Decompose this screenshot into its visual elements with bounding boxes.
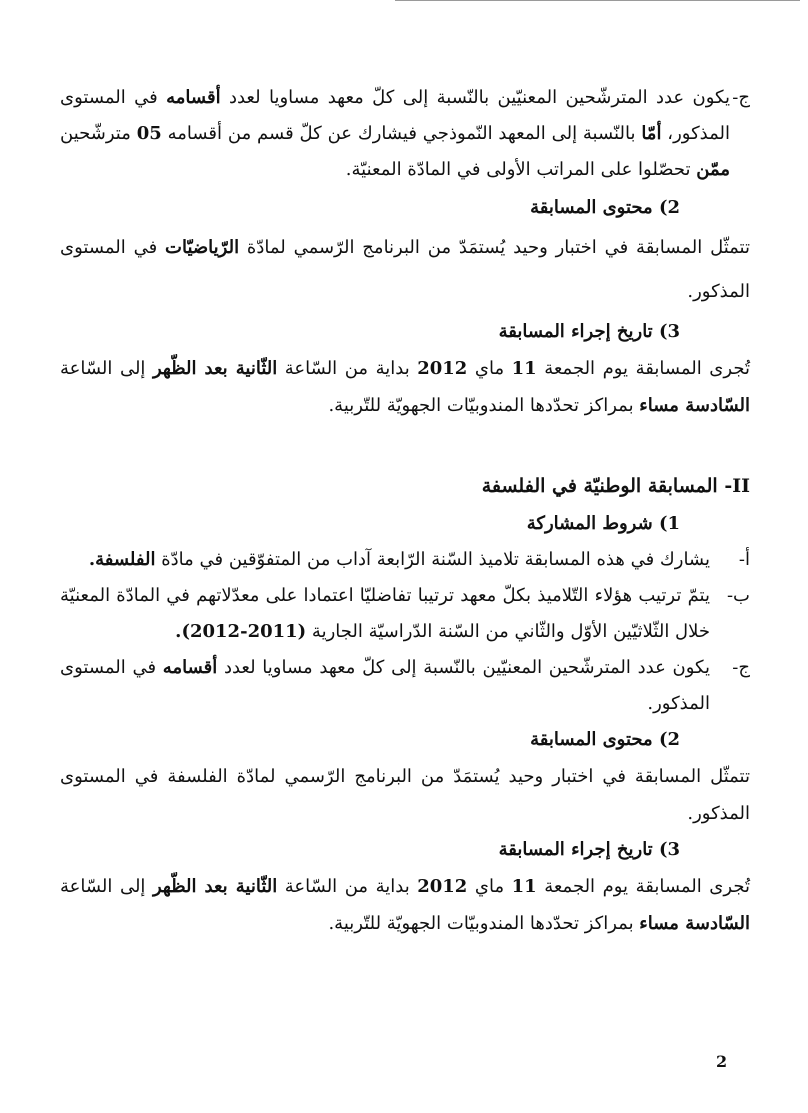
list-item-b xyxy=(60,578,750,650)
list-item-text: يكون عدد المترشّحين المعنيّين بالنّسبة إلى كلّ معهد مساويا لعدد أقسامه في المستوى المذكور. xyxy=(60,657,710,714)
heading-conditions: 1) شروط المشاركة xyxy=(526,513,680,534)
list-marker: أ- xyxy=(738,549,750,570)
paragraph-date-math: تُجرى المسابقة يوم الجمعة 11 ماي 2012 بداية من السّاعة الثّانية بعد الظّهر إلى السّاعة السّادسة مساء بمراكز تحدّدها المندوبيّات الجهويّة للتّربية. xyxy=(60,358,750,416)
heading-content-math: 2) محتوى المسابقة xyxy=(530,197,680,218)
list-item-text: يكون عدد المترشّحين المعنيّين بالنّسبة إلى كلّ معهد مساويا لعدد أقسامه في المستوى المذكور، أمّا بالنّسبة إلى المعهد النّموذجي فيشارك عن كلّ قسم من أقسامه 05 مترشّحين ممّن تحصّلوا على المراتب الأولى في المادّة المعنيّة. xyxy=(60,87,731,180)
top-rule xyxy=(395,0,800,1)
list-item-j xyxy=(60,650,750,722)
list-item-text: يشارك في هذه المسابقة تلاميذ السّنة الرّابعة آداب من المتفوّقين في مادّة الفلسفة. xyxy=(88,549,710,570)
heading-date-math: 3) تاريخ إجراء المسابقة xyxy=(498,321,680,342)
list-item-a xyxy=(60,542,750,578)
list-marker: ج- xyxy=(732,657,750,678)
list-marker: ب- xyxy=(726,585,750,606)
paragraph-content-math: تتمثّل المسابقة في اختبار وحيد يُستمَدّ من البرنامج الرّسمي لمادّة الرّياضيّات في المستوى المذكور. xyxy=(60,237,750,302)
list-marker: ج- xyxy=(732,87,750,108)
heading-date-philosophy: 3) تاريخ إجراء المسابقة xyxy=(498,839,680,860)
paragraph-content-philosophy: تتمثّل المسابقة في اختبار وحيد يُستمَدّ من البرنامج الرّسمي لمادّة الفلسفة في المستوى المذكور. xyxy=(60,766,750,824)
list-item-j-math xyxy=(60,80,750,188)
document-page xyxy=(60,80,750,942)
paragraph-date-philosophy: تُجرى المسابقة يوم الجمعة 11 ماي 2012 بداية من السّاعة الثّانية بعد الظّهر إلى السّاعة السّادسة مساء بمراكز تحدّدها المندوبيّات الجهويّة للتّربية. xyxy=(60,876,750,934)
section-title-philosophy: II- المسابقة الوطنيّة في الفلسفة xyxy=(481,475,750,497)
list-item-text: يتمّ ترتيب هؤلاء التّلاميذ بكلّ معهد ترتيبا تفاضليّا اعتمادا على معدّلاتهم في المادّة المعنيّة خلال الثّلاثيّين الأوّل والثّاني من السّنة الدّراسيّة الجارية (2011-2012). xyxy=(60,585,710,642)
heading-content-philosophy: 2) محتوى المسابقة xyxy=(530,729,680,750)
page-number: 2 xyxy=(716,1052,728,1071)
